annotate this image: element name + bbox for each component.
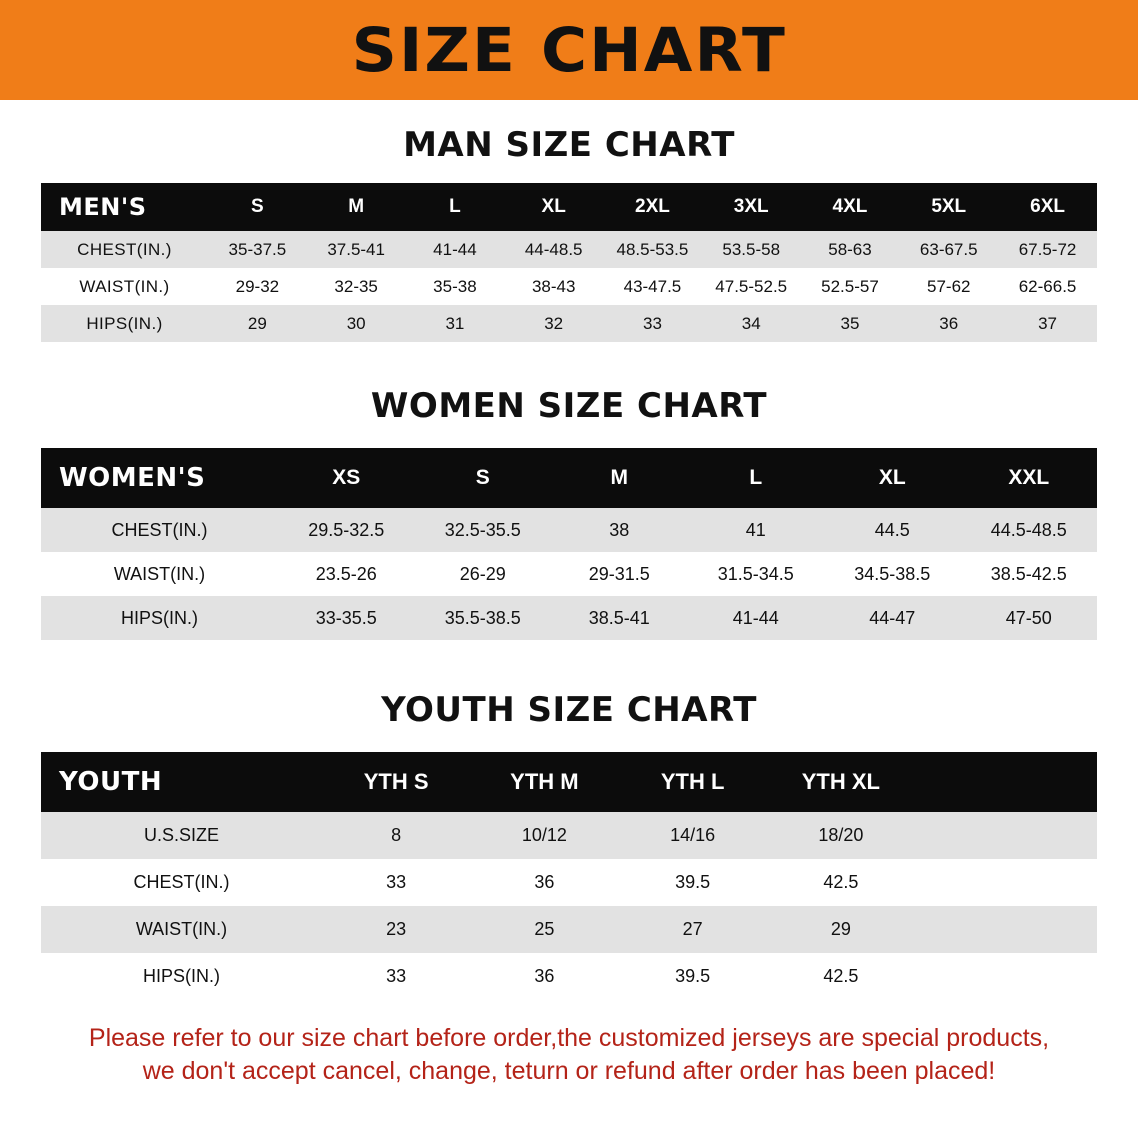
row-label: CHEST(IN.): [41, 859, 322, 906]
cell: 38: [551, 508, 688, 552]
cell: 58-63: [801, 231, 900, 268]
cell: 32: [504, 305, 603, 342]
men-size-header: 5XL: [899, 183, 998, 231]
cell: 33: [322, 859, 470, 906]
row-label: CHEST(IN.): [41, 231, 208, 268]
table-row: [41, 906, 1097, 953]
women-section-title: WOMEN SIZE CHART: [370, 386, 768, 426]
row-label: WAIST(IN.): [41, 906, 322, 953]
disclaimer-line-1: Please refer to our size chart before order,the customized jerseys are special products,: [88, 1024, 1050, 1052]
women-size-header: XXL: [961, 448, 1098, 508]
cell: 29: [767, 906, 915, 953]
cell: 42.5: [767, 953, 915, 1000]
cell: 25: [470, 906, 618, 953]
cell: 37: [998, 305, 1097, 342]
cell: 36: [899, 305, 998, 342]
women-size-table: [41, 448, 1097, 640]
table-row: [41, 552, 1097, 596]
cell: 63-67.5: [899, 231, 998, 268]
youth-size-header: YTH XL: [767, 752, 915, 812]
women-size-header: S: [415, 448, 552, 508]
cell: 34.5-38.5: [824, 552, 961, 596]
men-size-header: 4XL: [801, 183, 900, 231]
cell: 39.5: [619, 953, 767, 1000]
youth-size-header-blank: [915, 752, 1097, 812]
cell: 10/12: [470, 812, 618, 859]
men-size-header: M: [307, 183, 406, 231]
cell: 41-44: [406, 231, 505, 268]
cell: 34: [702, 305, 801, 342]
cell: 14/16: [619, 812, 767, 859]
cell: 35-37.5: [208, 231, 307, 268]
youth-size-header: YTH S: [322, 752, 470, 812]
disclaimer-note: [39, 1022, 1099, 1088]
women-corner-label: WOMEN'S: [41, 448, 278, 508]
men-size-header: L: [406, 183, 505, 231]
row-label: U.S.SIZE: [41, 812, 322, 859]
cell: 23: [322, 906, 470, 953]
men-size-header: S: [208, 183, 307, 231]
cell: 42.5: [767, 859, 915, 906]
cell: 35-38: [406, 268, 505, 305]
cell: 32.5-35.5: [415, 508, 552, 552]
women-size-header: XL: [824, 448, 961, 508]
youth-size-header: YTH M: [470, 752, 618, 812]
cell: 29: [208, 305, 307, 342]
youth-section-title: YOUTH SIZE CHART: [381, 690, 757, 730]
women-size-header: M: [551, 448, 688, 508]
cell: 33: [603, 305, 702, 342]
man-section-title: MAN SIZE CHART: [403, 125, 735, 165]
cell: 44.5: [824, 508, 961, 552]
table-header-row: [41, 183, 1097, 231]
table-row: [41, 231, 1097, 268]
cell: 52.5-57: [801, 268, 900, 305]
cell-blank: [915, 906, 1097, 953]
men-corner-label: MEN'S: [41, 183, 208, 231]
table-row: [41, 812, 1097, 859]
row-label: HIPS(IN.): [41, 305, 208, 342]
table-row: [41, 859, 1097, 906]
cell: 32-35: [307, 268, 406, 305]
cell: 53.5-58: [702, 231, 801, 268]
row-label: WAIST(IN.): [41, 268, 208, 305]
cell: 29.5-32.5: [278, 508, 415, 552]
men-size-header: 3XL: [702, 183, 801, 231]
cell: 44.5-48.5: [961, 508, 1098, 552]
table-header-row: [41, 752, 1097, 812]
men-size-header: 2XL: [603, 183, 702, 231]
women-size-header: L: [688, 448, 825, 508]
cell: 33: [322, 953, 470, 1000]
cell: 47.5-52.5: [702, 268, 801, 305]
cell-blank: [915, 859, 1097, 906]
cell: 37.5-41: [307, 231, 406, 268]
cell: 67.5-72: [998, 231, 1097, 268]
cell: 35: [801, 305, 900, 342]
disclaimer-line-2: we don't accept cancel, change, teturn or refund after order has been placed!: [142, 1057, 996, 1085]
cell-blank: [915, 953, 1097, 1000]
cell: 31.5-34.5: [688, 552, 825, 596]
cell: 38.5-42.5: [961, 552, 1098, 596]
cell: 38-43: [504, 268, 603, 305]
table-header-row: [41, 448, 1097, 508]
cell: 31: [406, 305, 505, 342]
cell: 41-44: [688, 596, 825, 640]
cell: 36: [470, 953, 618, 1000]
cell: 8: [322, 812, 470, 859]
cell: 35.5-38.5: [415, 596, 552, 640]
women-size-table-wrap: [41, 448, 1097, 640]
cell: 57-62: [899, 268, 998, 305]
table-row: [41, 268, 1097, 305]
table-row: [41, 953, 1097, 1000]
youth-corner-label: YOUTH: [41, 752, 322, 812]
youth-size-table: [41, 752, 1097, 1000]
cell: 41: [688, 508, 825, 552]
cell: 29-31.5: [551, 552, 688, 596]
cell: 18/20: [767, 812, 915, 859]
men-size-table: [41, 183, 1097, 342]
cell: 48.5-53.5: [603, 231, 702, 268]
table-row: [41, 305, 1097, 342]
cell: 47-50: [961, 596, 1098, 640]
men-size-header: 6XL: [998, 183, 1097, 231]
cell-blank: [915, 812, 1097, 859]
row-label: HIPS(IN.): [41, 953, 322, 1000]
row-label: HIPS(IN.): [41, 596, 278, 640]
cell: 43-47.5: [603, 268, 702, 305]
youth-size-table-wrap: [41, 752, 1097, 1000]
cell: 23.5-26: [278, 552, 415, 596]
cell: 44-48.5: [504, 231, 603, 268]
youth-size-header: YTH L: [619, 752, 767, 812]
cell: 36: [470, 859, 618, 906]
cell: 30: [307, 305, 406, 342]
men-size-header: XL: [504, 183, 603, 231]
cell: 26-29: [415, 552, 552, 596]
cell: 62-66.5: [998, 268, 1097, 305]
cell: 33-35.5: [278, 596, 415, 640]
page-title: SIZE CHART: [351, 14, 787, 86]
women-size-header: XS: [278, 448, 415, 508]
row-label: CHEST(IN.): [41, 508, 278, 552]
cell: 29-32: [208, 268, 307, 305]
men-size-table-wrap: [41, 183, 1097, 342]
cell: 44-47: [824, 596, 961, 640]
cell: 38.5-41: [551, 596, 688, 640]
cell: 27: [619, 906, 767, 953]
table-row: [41, 508, 1097, 552]
row-label: WAIST(IN.): [41, 552, 278, 596]
banner: [0, 0, 1138, 100]
table-row: [41, 596, 1097, 640]
cell: 39.5: [619, 859, 767, 906]
